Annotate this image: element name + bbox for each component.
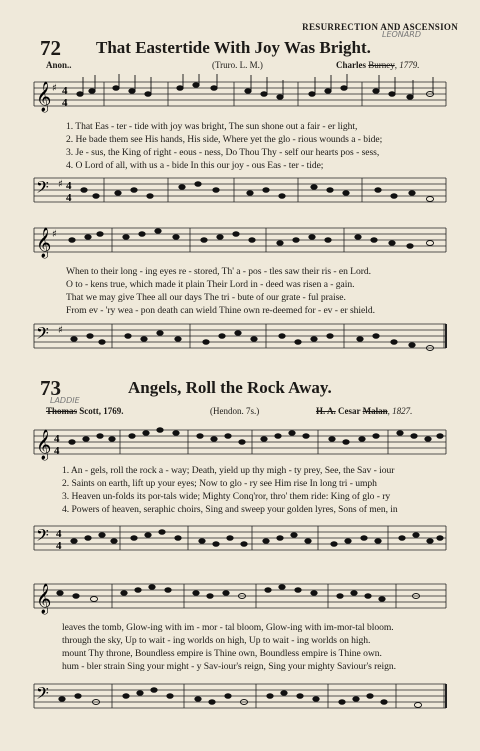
verse-line: 4. Powers of heaven, seraphic choirs, Sing and sweep your golden lyres, Sons of men, in: [62, 504, 398, 515]
verse-line: That we may give Thee all our days The tri - bute of our grate - ful praise.: [66, 292, 346, 303]
svg-text:𝄞: 𝄞: [36, 430, 52, 460]
verse-line: 3. Je - sus, the King of right - eous - ness, Do Thou Thy - self our hearts pos - sess,: [66, 147, 380, 158]
bass-clef: 𝄢: [36, 177, 49, 201]
verse-line: through the sky, Up to wait - ing worlds on high, Up to wait - ing worlds on high.: [62, 635, 371, 646]
verse-line: hum - bler strain Sing your might - y Sav-iour's reign, Sing your mighty Saviour's reign.: [62, 661, 396, 672]
music-credit: H. A. Cesar Malan, 1827.: [316, 406, 413, 416]
words-credit: Thomas Scott, 1769.: [46, 406, 124, 416]
treble-staff: [0, 420, 480, 468]
verse-line: mount Thy throne, Boundless empire is Thine own, Boundless empire is Thine own.: [62, 648, 382, 659]
svg-text:𝄞: 𝄞: [36, 584, 52, 614]
verse-line: 2. Saints on earth, lift up your eyes; Now to glo - ry see Him rise In long tri - umph: [62, 478, 377, 489]
key-signature: ♯: [52, 83, 57, 94]
time-signature: 4: [62, 85, 68, 97]
section-header: RESURRECTION AND ASCENSION: [302, 22, 458, 32]
hymn-title: Angels, Roll the Rock Away.: [128, 378, 332, 397]
handwritten-annotation: LADDIE: [50, 396, 80, 405]
svg-text:♯: ♯: [52, 229, 57, 240]
svg-text:4: 4: [66, 192, 72, 204]
words-credit: Anon..: [46, 60, 72, 70]
hymn-title: That Eastertide With Joy Was Bright.: [96, 38, 371, 57]
svg-text:4: 4: [56, 540, 62, 552]
music-credit: Charles Burney, 1779.: [336, 60, 420, 70]
hymn-number: 72: [40, 36, 61, 60]
handwritten-annotation: LEONARD: [382, 30, 421, 39]
svg-text:𝄢: 𝄢: [36, 525, 49, 549]
bass-staff: [0, 520, 480, 560]
hymn-number: 73: [40, 376, 61, 400]
bass-staff: [0, 172, 480, 212]
staff-lines: [34, 82, 446, 106]
verse-line: 4. O Lord of all, with us a - bide In this our joy - ous Eas - ter - tide;: [66, 160, 324, 171]
treble-staff: [0, 74, 480, 122]
verse-line: From ev - 'ry wea - pon death can wield Thine own re-deemed for - ev - er shield.: [66, 305, 375, 316]
verse-line: 1. An - gels, roll the rock a - way; Death, yield up thy migh - ty prey, See, the Sav - iour: [62, 465, 395, 476]
svg-text:♯: ♯: [58, 325, 63, 336]
verse-line: 2. He bade them see His hands, His side, Where yet the glo - rious wounds a - bide;: [66, 134, 383, 145]
verse-line: 1. That Eas - ter - tide with joy was bright, The sun shone out a fair - er light,: [66, 121, 358, 132]
verse-line: 3. Heaven un-folds its por-tals wide; Mighty Conq'ror, thro' them ride: King of glo - ry: [62, 491, 391, 502]
verse-line: leaves the tomb, Glow-ing with im - mor - tal bloom, Glow-ing with im-mor-tal bloom.: [62, 622, 394, 633]
svg-text:𝄢: 𝄢: [36, 683, 49, 707]
svg-text:4: 4: [56, 528, 62, 540]
bass-staff: [0, 676, 480, 720]
treble-staff: [0, 220, 480, 264]
svg-text:𝄞: 𝄞: [36, 228, 52, 258]
treble-clef: 𝄞: [36, 82, 52, 112]
svg-text:4: 4: [54, 445, 60, 457]
treble-staff: [0, 574, 480, 622]
svg-text:𝄢: 𝄢: [36, 323, 49, 347]
tune-name: (Hendon. 7s.): [210, 406, 260, 416]
verse-line: When to their long - ing eyes re - stored, Th' a - pos - tles saw their ris - en Lord.: [66, 266, 371, 277]
svg-text:♯: ♯: [58, 179, 63, 190]
svg-text:4: 4: [62, 97, 68, 109]
svg-text:4: 4: [54, 433, 60, 445]
svg-text:4: 4: [66, 180, 72, 192]
bass-staff: [0, 318, 480, 358]
notes: [77, 74, 434, 99]
tune-name: (Truro. L. M.): [212, 60, 263, 70]
verse-line: O to - kens true, which made it plain Their Lord in - deed was risen a - gain.: [66, 279, 355, 290]
